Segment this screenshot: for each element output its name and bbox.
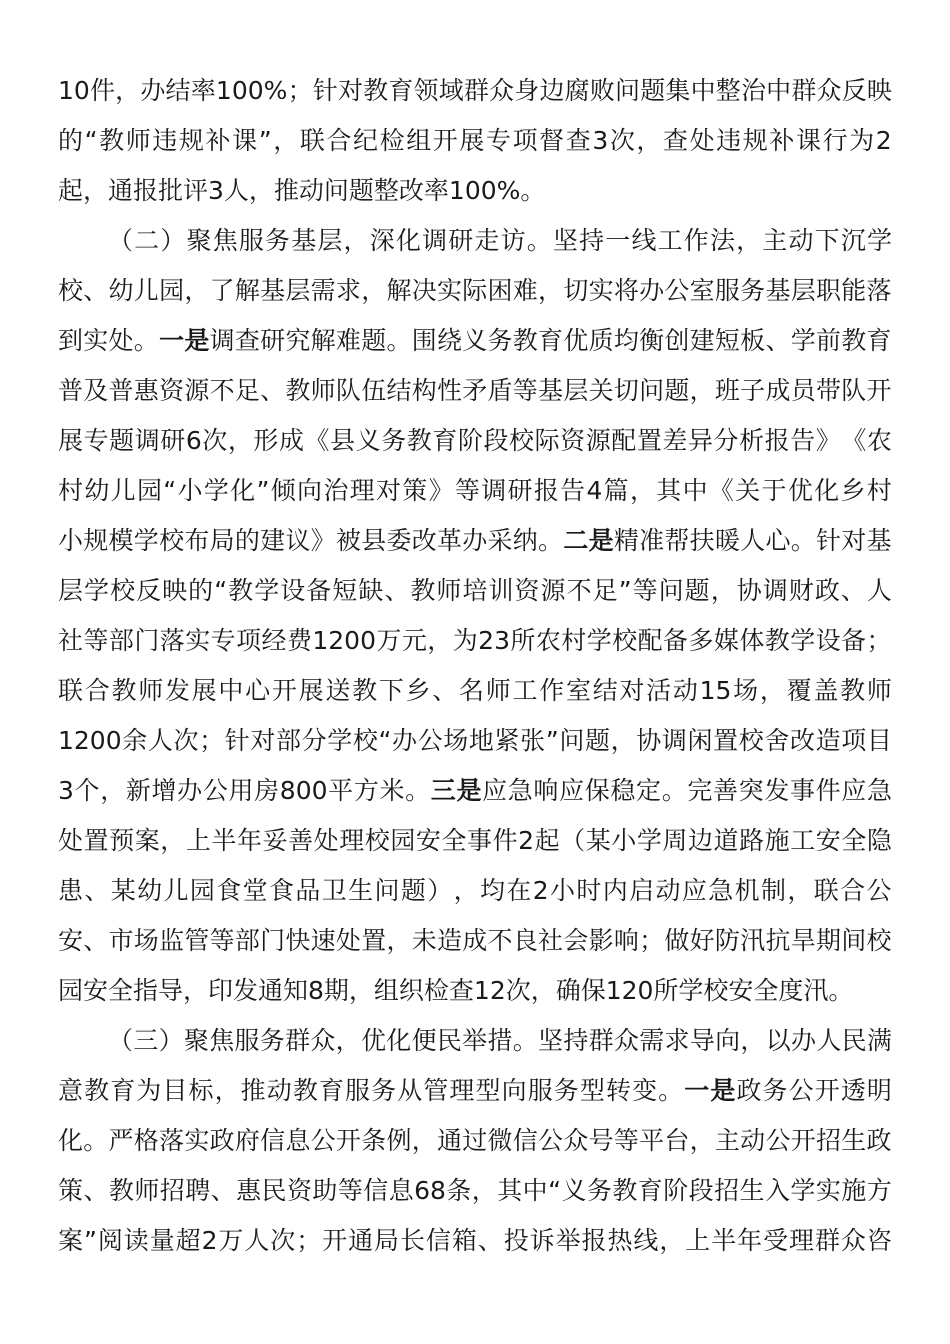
text-line: （ 二 ） 聚 焦 服 务 基 层 ， 深 化 调 研 走 访 。 坚 持 一 线 工 作 法 ， 主 动 下 沉 学 (108, 226, 892, 255)
text-line: 的 “ 教 师 违 规 补 课 ” ， 联 合 纪 检 组 开 展 专 项 督 查 3 次 ， 查 处 违 规 补 课 行 为 2 (58, 126, 892, 155)
text-line: 小 规 模 学 校 布 局 的 建 议 》 被 县 委 改 革 办 采 纳 。 二 是 精 准 帮 扶 暖 人 心 。 针 对 基 (58, 526, 892, 555)
text-line: 村 幼 儿 园 “ 小 学 化 ” 倾 向 治 理 对 策 》 等 调 研 报 告 4 篇 ， 其 中 《 关 于 优 化 乡 村 (58, 476, 892, 505)
document-page (58, 66, 892, 1266)
text-line: 社 等 部 门 落 实 专 项 经 费 1200 万 元 ， 为 23 所 农 村 学 校 配 备 多 媒 体 教 学 设 备 ； (58, 626, 892, 655)
text-line: 患 、 某 幼 儿 园 食 堂 食 品 卫 生 问 题 ） ， 均 在 2 小 时 内 启 动 应 急 机 制 ， 联 合 公 (58, 876, 892, 905)
text-line: 化 。 严 格 落 实 政 府 信 息 公 开 条 例 ， 通 过 微 信 公 众 号 等 平 台 ， 主 动 公 开 招 生 政 (58, 1126, 892, 1155)
text-line: 案 ” 阅 读 量 超 2 万 人 次 ； 开 通 局 长 信 箱 、 投 诉 举 报 热 线 ， 上 半 年 受 理 群 众 咨 (58, 1226, 892, 1255)
text-line: （ 三 ） 聚 焦 服 务 群 众 ， 优 化 便 民 举 措 。 坚 持 群 众 需 求 导 向 ， 以 办 人 民 满 (108, 1026, 892, 1055)
text-line (58, 166, 892, 216)
text-line: 联 合 教 师 发 展 中 心 开 展 送 教 下 乡 、 名 师 工 作 室 结 对 活 动 15 场 ， 覆 盖 教 师 (58, 676, 892, 705)
text-line: 10 件 ， 办 结 率 100% ； 针 对 教 育 领 域 群 众 身 边 腐 败 问 题 集 中 整 治 中 群 众 反 映 (58, 76, 892, 105)
text-line (58, 966, 892, 1016)
text-line: 3 个 ， 新 增 办 公 用 房 800 平 方 米 。 三 是 应 急 响 应 保 稳 定 。 完 善 突 发 事 件 应 急 (58, 776, 892, 805)
text-line: 处 置 预 案 ， 上 半 年 妥 善 处 理 校 园 安 全 事 件 2 起 （ 某 小 学 周 边 道 路 施 工 安 全 隐 (58, 826, 892, 855)
text-line: 普 及 普 惠 资 源 不 足 、 教 师 队 伍 结 构 性 矛 盾 等 基 层 关 切 问 题 ， 班 子 成 员 带 队 开 (58, 376, 892, 405)
text-segment: 园安全指导，印发通知8期，组织检查12次，确保120所学校安全度汛。 (58, 976, 854, 1005)
text-line: 展 专 题 调 研 6 次 ， 形 成 《 县 义 务 教 育 阶 段 校 际 资 源 配 置 差 异 分 析 报 告 》 《 农 (58, 426, 892, 455)
text-line: 层 学 校 反 映 的 “ 教 学 设 备 短 缺 、 教 师 培 训 资 源 不 足 ” 等 问 题 ， 协 调 财 政 、 人 (58, 576, 892, 605)
text-line: 安 、 市 场 监 管 等 部 门 快 速 处 置 ， 未 造 成 不 良 社 会 影 响 ； 做 好 防 汛 抗 旱 期 间 校 (58, 926, 892, 955)
text-line: 到 实 处 。 一 是 调 查 研 究 解 难 题 。 围 绕 义 务 教 育 优 质 均 衡 创 建 短 板 、 学 前 教 育 (58, 326, 892, 355)
text-line: 策 、 教 师 招 聘 、 惠 民 资 助 等 信 息 68 条 ， 其 中 “ 义 务 教 育 阶 段 招 生 入 学 实 施 方 (58, 1176, 892, 1205)
text-line: 意 教 育 为 目 标 ， 推 动 教 育 服 务 从 管 理 型 向 服 务 型 转 变 。 一 是 政 务 公 开 透 明 (58, 1076, 892, 1105)
text-segment: 起，通报批评3人，推动问题整改率100%。 (58, 176, 546, 205)
text-line: 1200 余 人 次 ； 针 对 部 分 学 校 “ 办 公 场 地 紧 张 ” 问 题 ， 协 调 闲 置 校 舍 改 造 项 目 (58, 726, 892, 755)
text-line: 校 、 幼 儿 园 ， 了 解 基 层 需 求 ， 解 决 实 际 困 难 ， 切 实 将 办 公 室 服 务 基 层 职 能 落 (58, 276, 892, 305)
